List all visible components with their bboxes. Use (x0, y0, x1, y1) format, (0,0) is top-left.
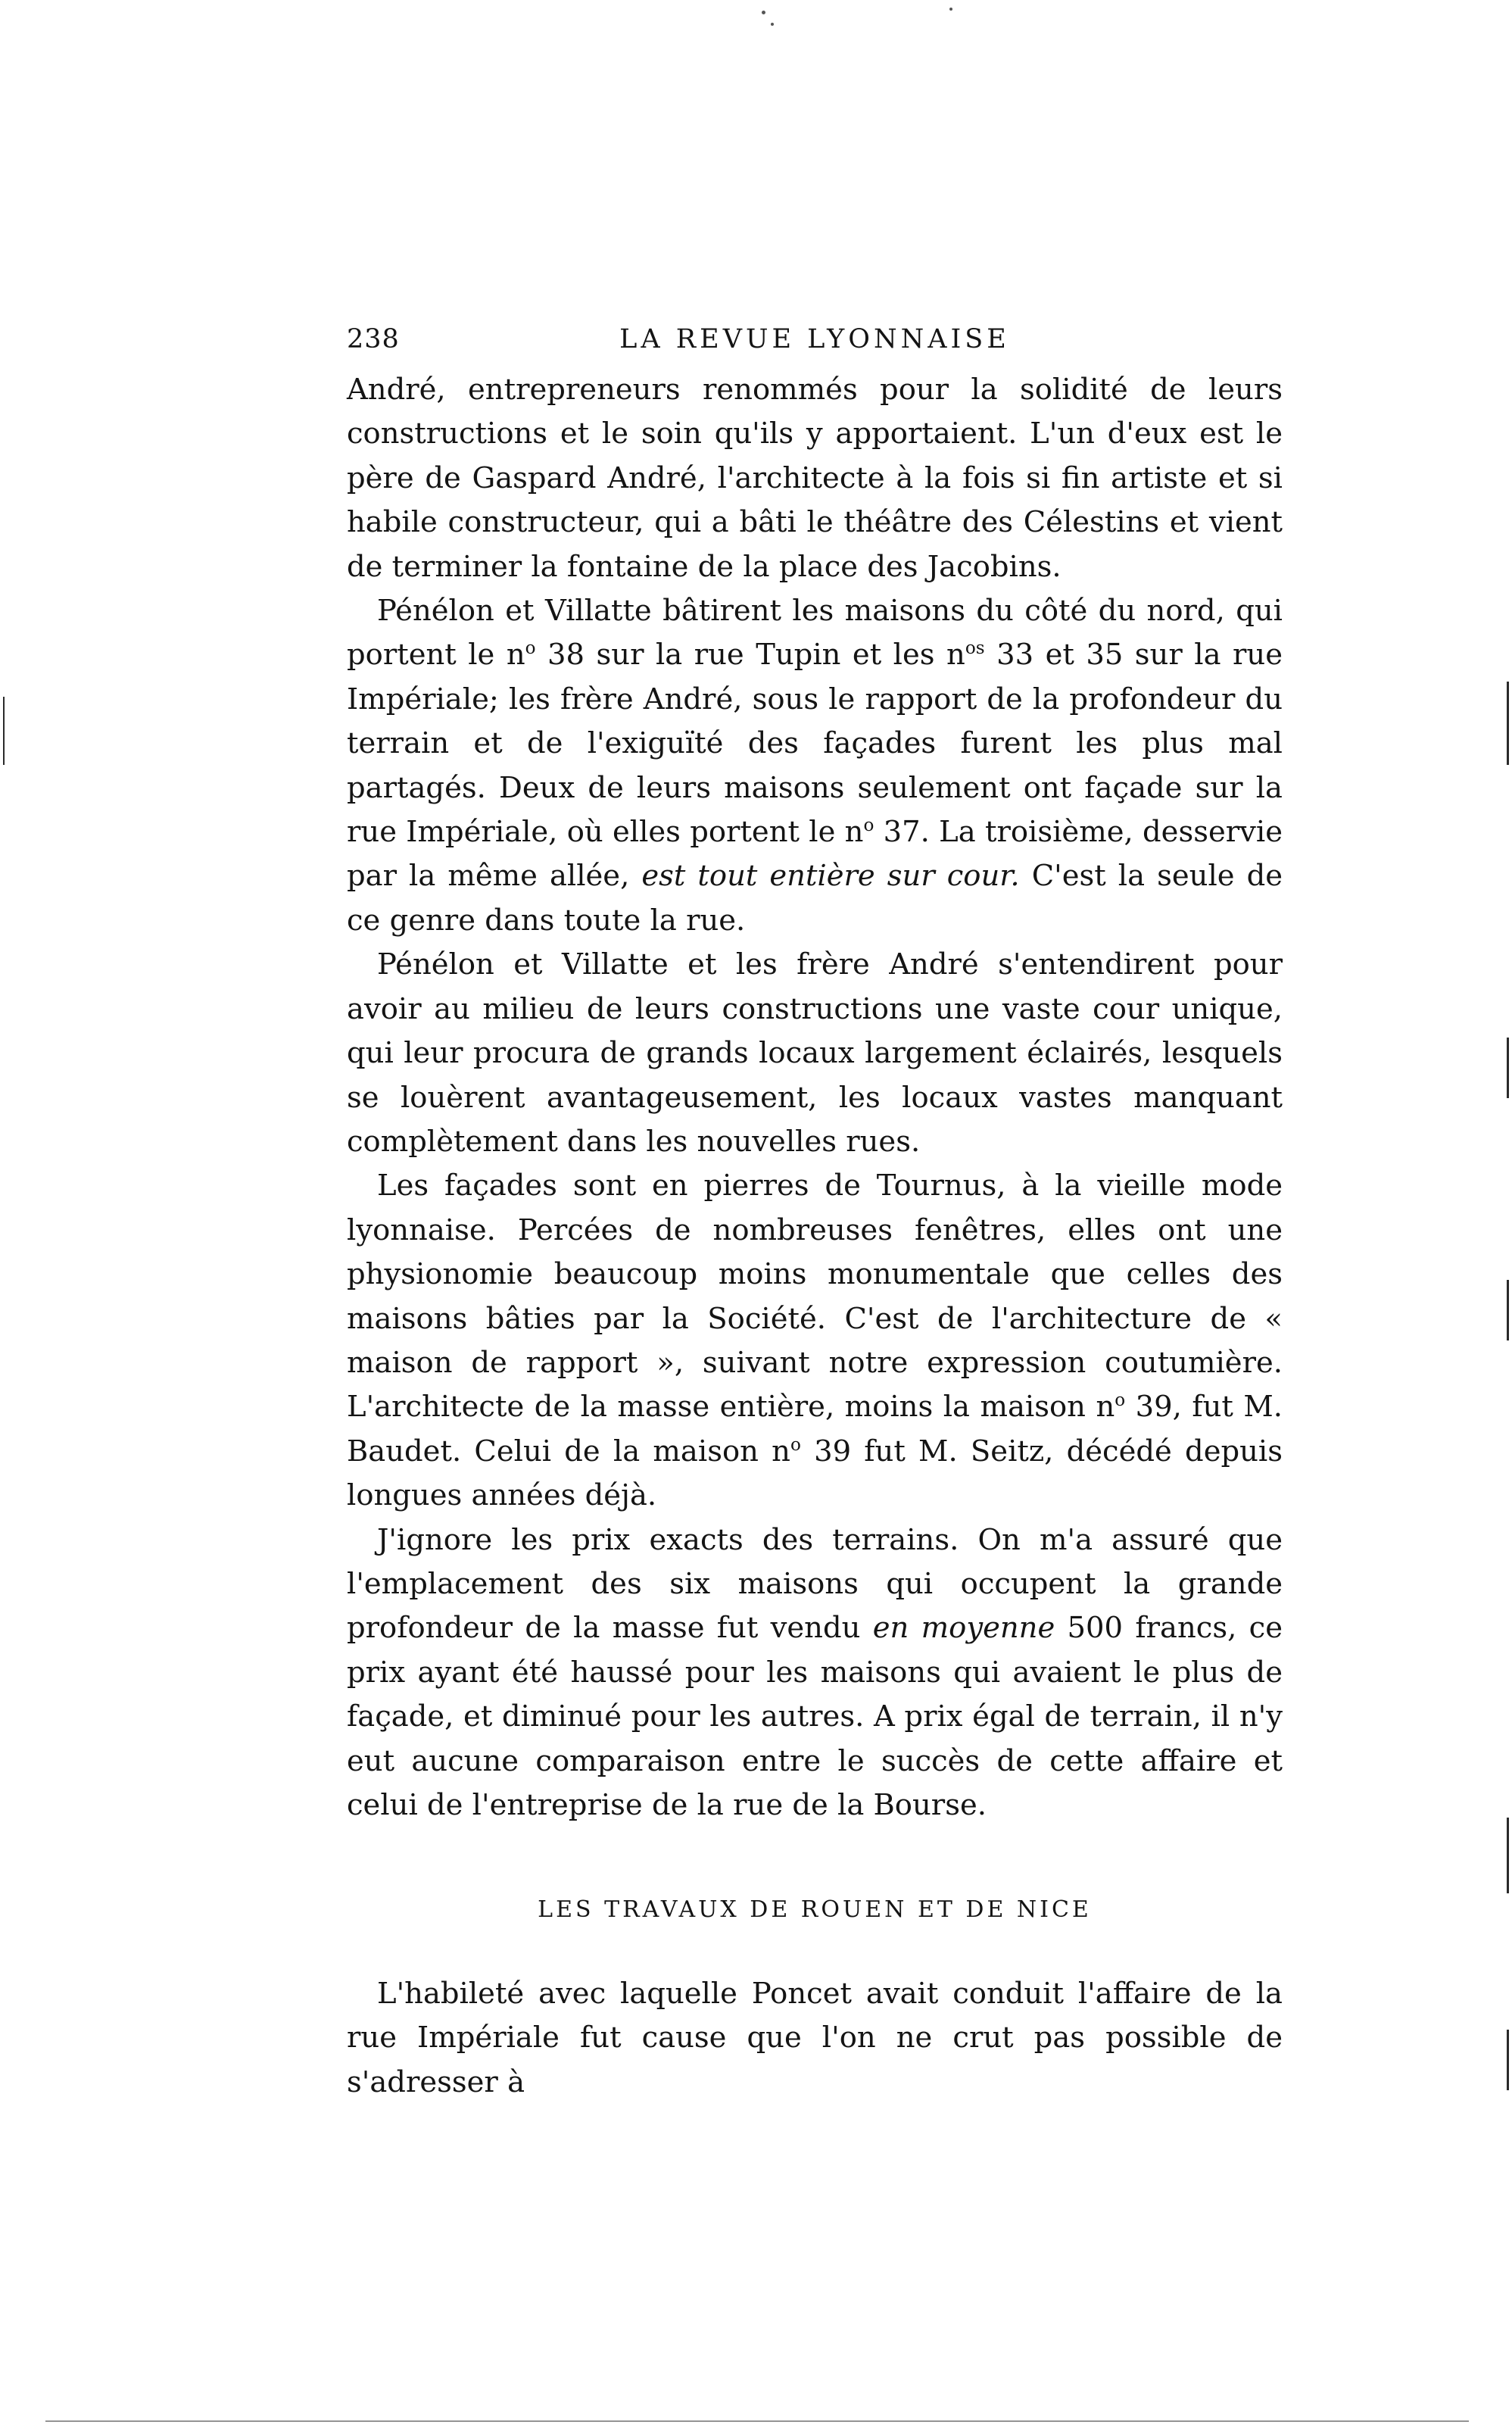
superscript-numero: o (790, 1434, 801, 1455)
superscript-numero: o (1115, 1390, 1126, 1411)
paragraph-4-text-a: Les façades sont en pierres de Tournus, à la vieille mode lyonnaise. Percées de nombreuses fenêtres, elles ont une physionomie beaucoup moins monumentale que celles des maisons bâties par la Société. C'est de l'architecture de « maison de rapport », suivant notre expression coutumière. L'architecte de la masse entière, moins la maison n (347, 1169, 1283, 1425)
paragraph-2 (347, 589, 1283, 943)
scan-speck (762, 11, 765, 14)
superscript-numero: o (525, 638, 536, 659)
paragraph-2-italic: est tout entière sur cour. (641, 859, 1020, 894)
scan-edge-line (1507, 2030, 1509, 2090)
paragraph-2-text-c: 33 et 35 sur la rue Impériale; les frère André, sous le rapport de la profondeur du terrain et de l'exiguïté des façades furent les plus mal partagés. Deux de leurs maisons seulement ont façade sur la rue Impériale, où elles portent le n (347, 638, 1283, 850)
scan-edge-line (3, 697, 5, 765)
section-heading: LES TRAVAUX DE ROUEN ET DE NICE (538, 1896, 1092, 1924)
scan-edge-line (1507, 1280, 1509, 1340)
paragraph-2-text-d: 37. La troisième, desservie par la même allée, (347, 815, 1283, 894)
journal-title: LA REVUE LYONNAISE (619, 324, 1010, 354)
scan-edge-line (1507, 682, 1509, 765)
paragraph-6: L'habileté avec laquelle Poncet avait conduit l'affaire de la rue Impériale fut cause que l'on ne crut pas possible de s'adresser à (347, 1976, 1283, 2099)
scan-speck (771, 23, 774, 26)
paragraph-5-text-b: 500 francs, ce prix ayant été haussé pour les maisons qui avaient le plus de façade, et diminué pour les autres. A prix égal de terrain, il n'y eut aucune comparaison entre le succès de cette affaire et celui de l'entreprise de la rue de la Bourse. (347, 1611, 1283, 1822)
paragraph-5 (347, 1518, 1283, 1828)
body-text (347, 368, 1283, 2105)
paragraph-4-text-b: 39, fut M. Baudet. Celui de la maison n (347, 1390, 1283, 1468)
scan-speck (949, 8, 952, 11)
running-head (347, 317, 1283, 362)
paragraph-5-italic: en moyenne (872, 1611, 1055, 1646)
paragraph-2-text-a: Pénélon et Villatte bâtirent les maisons du côté du nord, qui portent le n (347, 594, 1283, 673)
paragraph-3: Pénélon et Villatte et les frère André s'entendirent pour avoir au milieu de leurs constructions une vaste cour unique, qui leur procura de grands locaux largement éclairés, lesquels se louèrent avantageusement, les locaux vastes manquant complètement dans les nouvelles rues. (347, 947, 1283, 1159)
paragraph-4-text-c: 39 fut M. Seitz, décédé depuis longues années déjà. (347, 1434, 1283, 1513)
paragraph-1: André, entrepreneurs renommés pour la solidité de leurs constructions et le soin qu'ils y apportaient. L'un d'eux est le père de Gaspard André, l'architecte à la fois si fin artiste et si habile constructeur, qui a bâti le théâtre des Célestins et vient de terminer la fontaine de la place des Jacobins. (347, 373, 1283, 584)
book-page (347, 317, 1283, 2105)
scan-edge-line (1507, 1038, 1509, 1098)
paragraph-5-text-a: J'ignore les prix exacts des terrains. On m'a assuré que l'emplacement des six maisons qui occupent la grande profondeur de la masse fut vendu (347, 1522, 1283, 1646)
superscript-numero: o (863, 816, 874, 836)
paragraph-2-text-b: 38 sur la rue Tupin et les n (535, 638, 965, 673)
scan-edge-line (1507, 1818, 1509, 1893)
paragraph-4 (347, 1164, 1283, 1518)
page-number: 238 (347, 324, 400, 354)
scan-edge-line (45, 2420, 1469, 2422)
superscript-numeros: os (965, 638, 985, 659)
paragraph-2-text-e: C'est la seule de ce genre dans toute la rue. (347, 859, 1283, 938)
